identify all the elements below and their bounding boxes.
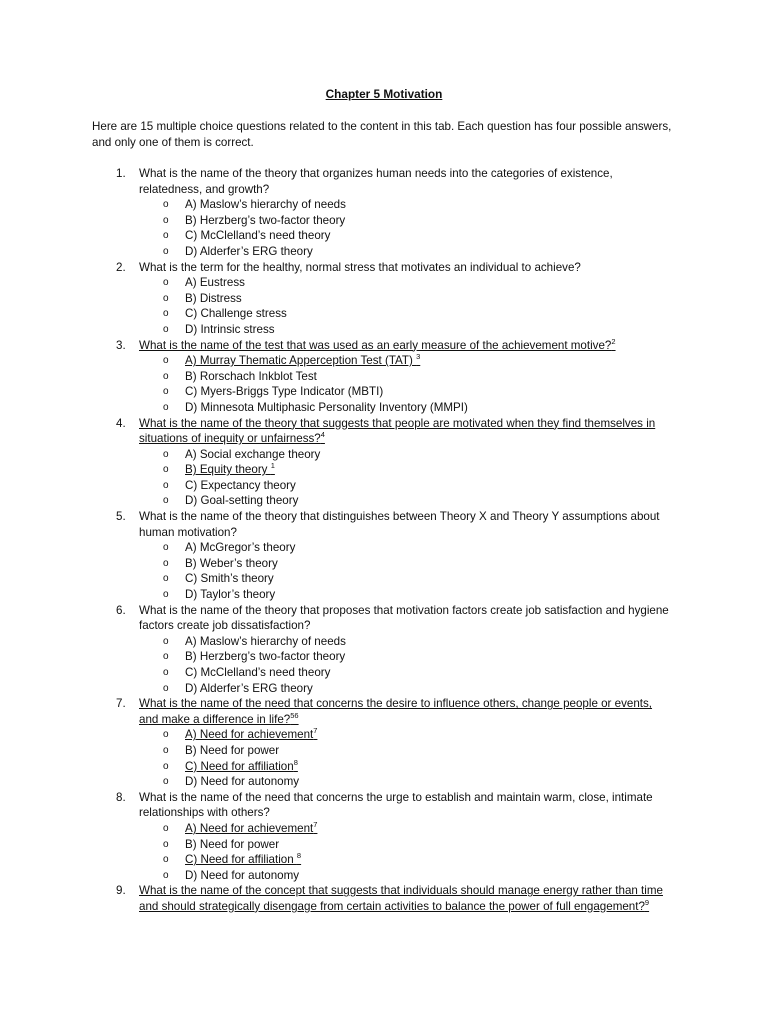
question-number: 3. bbox=[116, 338, 126, 352]
question-text: What is the name of the need that concerns the urge to establish and maintain warm, close, intimate relationships with others? bbox=[139, 790, 653, 820]
footnote-ref: 3 bbox=[416, 352, 421, 362]
footnote-ref: 8 bbox=[296, 851, 302, 861]
answer-text: B) Distress bbox=[185, 291, 242, 305]
answer-option bbox=[139, 634, 672, 650]
footnote-ref: 7 bbox=[313, 726, 318, 736]
answer-text: B) Herzberg’s two-factor theory bbox=[185, 213, 346, 227]
question-text: What is the name of the theory that distinguishes between Theory X and Theory Y assumptions about human motivation? bbox=[139, 510, 660, 539]
answer-option bbox=[139, 821, 672, 837]
answer-options bbox=[139, 634, 672, 696]
bullet-icon: o bbox=[163, 386, 169, 398]
footnote-ref: 1 bbox=[270, 461, 275, 471]
answer-option bbox=[139, 400, 672, 416]
answer-options bbox=[139, 275, 672, 337]
answer-text: A) Need for achievement$^7$ bbox=[185, 726, 318, 742]
answer-option bbox=[139, 852, 672, 868]
footnote-ref: 4 bbox=[320, 430, 325, 440]
bullet-icon: o bbox=[163, 744, 169, 756]
answer-option bbox=[139, 571, 672, 587]
answer-option bbox=[139, 743, 672, 759]
question-item bbox=[92, 696, 672, 790]
answer-text: B) Need for power bbox=[185, 837, 280, 851]
question-text: What is the name of the need that concerns the desire to influence others, change people or events, and make a difference in life?$^{56}$ bbox=[139, 697, 653, 726]
question-number: 1. bbox=[116, 167, 126, 180]
bullet-icon: o bbox=[163, 729, 169, 741]
bullet-icon: o bbox=[163, 464, 169, 476]
footnote-ref: 9 bbox=[644, 898, 650, 908]
answer-text: D) Alderfer’s ERG theory bbox=[185, 681, 313, 695]
answer-options bbox=[139, 353, 672, 415]
bullet-icon: o bbox=[163, 214, 169, 226]
question-text: What is the name of the theory that organizes human needs into the categories of existence, relatedness, and growth? bbox=[139, 167, 613, 196]
answer-options bbox=[139, 821, 672, 883]
answer-option bbox=[139, 587, 672, 603]
answer-text: A) McGregor’s theory bbox=[185, 541, 296, 555]
answer-options bbox=[139, 197, 672, 259]
answer-text: A) Maslow’s hierarchy of needs bbox=[185, 634, 346, 648]
question-number: 8. bbox=[116, 790, 126, 804]
answer-text: A) Murray Thematic Apperception Test (TAT) $^3$ bbox=[185, 352, 421, 368]
bullet-icon: o bbox=[163, 277, 169, 289]
answer-text: D) Alderfer’s ERG theory bbox=[185, 244, 313, 258]
bullet-icon: o bbox=[163, 776, 169, 788]
answer-option bbox=[139, 837, 672, 853]
question-text: What is the name of the concept that suggests that individuals should manage energy rather than time and should strategically disengage from certain activities to balance the power of full engagement?$^9$ bbox=[139, 884, 663, 913]
question-number: 6. bbox=[116, 603, 126, 617]
question-item bbox=[92, 338, 672, 416]
answer-text: D) Minnesota Multiphasic Personality Inventory (MMPI) bbox=[185, 400, 468, 414]
question-list bbox=[92, 166, 672, 915]
answer-text: B) Rorschach Inkblot Test bbox=[185, 369, 317, 383]
bullet-icon: o bbox=[163, 245, 169, 257]
answer-text: A) Social exchange theory bbox=[185, 447, 321, 461]
bullet-icon: o bbox=[163, 573, 169, 585]
answer-text: C) Need for affiliation$^8$ bbox=[185, 757, 298, 773]
answer-option bbox=[139, 649, 672, 665]
answer-text: A) Eustress bbox=[185, 276, 245, 290]
answer-text: C) Myers-Briggs Type Indicator (MBTI) bbox=[185, 385, 384, 399]
answer-option bbox=[139, 462, 672, 478]
bullet-icon: o bbox=[163, 635, 169, 647]
answer-text: C) McClelland’s need theory bbox=[185, 666, 331, 679]
question-text: What is the name of the test that was used as an early measure of the achievement motive?$^2$ bbox=[139, 336, 616, 352]
answer-option bbox=[139, 197, 672, 213]
bullet-icon: o bbox=[163, 323, 169, 335]
bullet-icon: o bbox=[163, 667, 169, 678]
answer-option bbox=[139, 291, 672, 307]
answer-option bbox=[139, 306, 672, 322]
answer-text: A) Need for achievement$^7$ bbox=[185, 820, 318, 835]
bullet-icon: o bbox=[163, 651, 169, 663]
bullet-icon: o bbox=[163, 355, 169, 367]
answer-option bbox=[139, 478, 672, 494]
answer-options bbox=[139, 447, 672, 509]
answer-option bbox=[139, 322, 672, 338]
footnote-ref: 7 bbox=[313, 820, 318, 830]
answer-text: A) Maslow’s hierarchy of needs bbox=[185, 198, 346, 212]
question-number: 4. bbox=[116, 416, 126, 430]
bullet-icon: o bbox=[163, 854, 169, 866]
bullet-icon: o bbox=[163, 682, 169, 694]
answer-options bbox=[139, 727, 672, 789]
answer-option bbox=[139, 275, 672, 291]
bullet-icon: o bbox=[163, 401, 169, 413]
answer-option bbox=[139, 681, 672, 697]
answer-text: B) Herzberg’s two-factor theory bbox=[185, 650, 346, 664]
question-item bbox=[92, 509, 672, 603]
answer-text: B) Equity theory $^1$ bbox=[185, 461, 275, 477]
bullet-icon: o bbox=[163, 495, 169, 507]
document-title: Chapter 5 Motivation bbox=[325, 87, 443, 101]
answer-option bbox=[139, 665, 672, 681]
answer-text: D) Need for autonomy bbox=[185, 868, 300, 882]
answer-option bbox=[139, 353, 672, 369]
question-item bbox=[92, 883, 672, 914]
answer-option bbox=[139, 213, 672, 229]
answer-text: B) Weber’s theory bbox=[185, 556, 278, 570]
question-number: 5. bbox=[116, 510, 126, 524]
question-item bbox=[92, 603, 672, 697]
bullet-icon: o bbox=[163, 448, 169, 460]
bullet-icon: o bbox=[163, 838, 169, 850]
question-text: What is the name of the theory that proposes that motivation factors create job satisfaction and hygiene factors create job dissatisfaction? bbox=[139, 603, 669, 633]
answer-option bbox=[139, 556, 672, 572]
answer-option bbox=[139, 228, 672, 244]
answer-options bbox=[139, 540, 672, 602]
answer-option bbox=[139, 540, 672, 556]
footnote-ref: 2 bbox=[611, 336, 616, 346]
question-item bbox=[92, 416, 672, 510]
question-number: 2. bbox=[116, 260, 126, 274]
intro-paragraph: Here are 15 multiple choice questions related to the content in this tab. Each question has four possible answers, and only one of them is correct. bbox=[92, 120, 672, 149]
footnote-ref: 56 bbox=[290, 710, 299, 720]
question-item bbox=[92, 260, 672, 338]
bullet-icon: o bbox=[163, 589, 169, 601]
question-text: What is the term for the healthy, normal stress that motivates an individual to achieve? bbox=[139, 260, 581, 274]
bullet-icon: o bbox=[163, 869, 169, 881]
question-text: What is the name of the theory that suggests that people are motivated when they find themselves in situations of inequity or unfairness?$^4$ bbox=[139, 416, 656, 446]
bullet-icon: o bbox=[163, 557, 169, 569]
bullet-icon: o bbox=[163, 822, 169, 834]
question-number: 9. bbox=[116, 884, 126, 898]
answer-option bbox=[139, 384, 672, 400]
bullet-icon: o bbox=[163, 292, 169, 304]
answer-option bbox=[139, 759, 672, 775]
answer-text: C) Expectancy theory bbox=[185, 478, 296, 492]
bullet-icon: o bbox=[163, 370, 169, 382]
answer-option bbox=[139, 868, 672, 884]
answer-option bbox=[139, 774, 672, 790]
bullet-icon: o bbox=[163, 199, 169, 211]
answer-text: D) Goal-setting theory bbox=[185, 494, 299, 508]
bullet-icon: o bbox=[163, 760, 169, 772]
answer-option bbox=[139, 727, 672, 743]
answer-text: C) McClelland’s need theory bbox=[185, 229, 331, 243]
question-item bbox=[92, 790, 672, 884]
answer-text: B) Need for power bbox=[185, 743, 280, 757]
answer-text: C) Challenge stress bbox=[185, 307, 287, 321]
bullet-icon: o bbox=[163, 542, 169, 554]
answer-option bbox=[139, 244, 672, 260]
answer-option bbox=[139, 493, 672, 509]
answer-text: C) Smith’s theory bbox=[185, 572, 274, 586]
bullet-icon: o bbox=[163, 230, 169, 242]
question-item bbox=[92, 166, 672, 260]
question-number: 7. bbox=[116, 697, 126, 711]
footnote-ref: 8 bbox=[293, 757, 298, 767]
bullet-icon: o bbox=[163, 479, 169, 491]
bullet-icon: o bbox=[163, 308, 169, 320]
answer-option bbox=[139, 447, 672, 463]
answer-option bbox=[139, 369, 672, 385]
answer-text: D) Taylor’s theory bbox=[185, 588, 276, 602]
answer-text: C) Need for affiliation $^8$ bbox=[185, 851, 302, 867]
answer-text: D) Need for autonomy bbox=[185, 775, 300, 789]
answer-text: D) Intrinsic stress bbox=[185, 322, 275, 336]
